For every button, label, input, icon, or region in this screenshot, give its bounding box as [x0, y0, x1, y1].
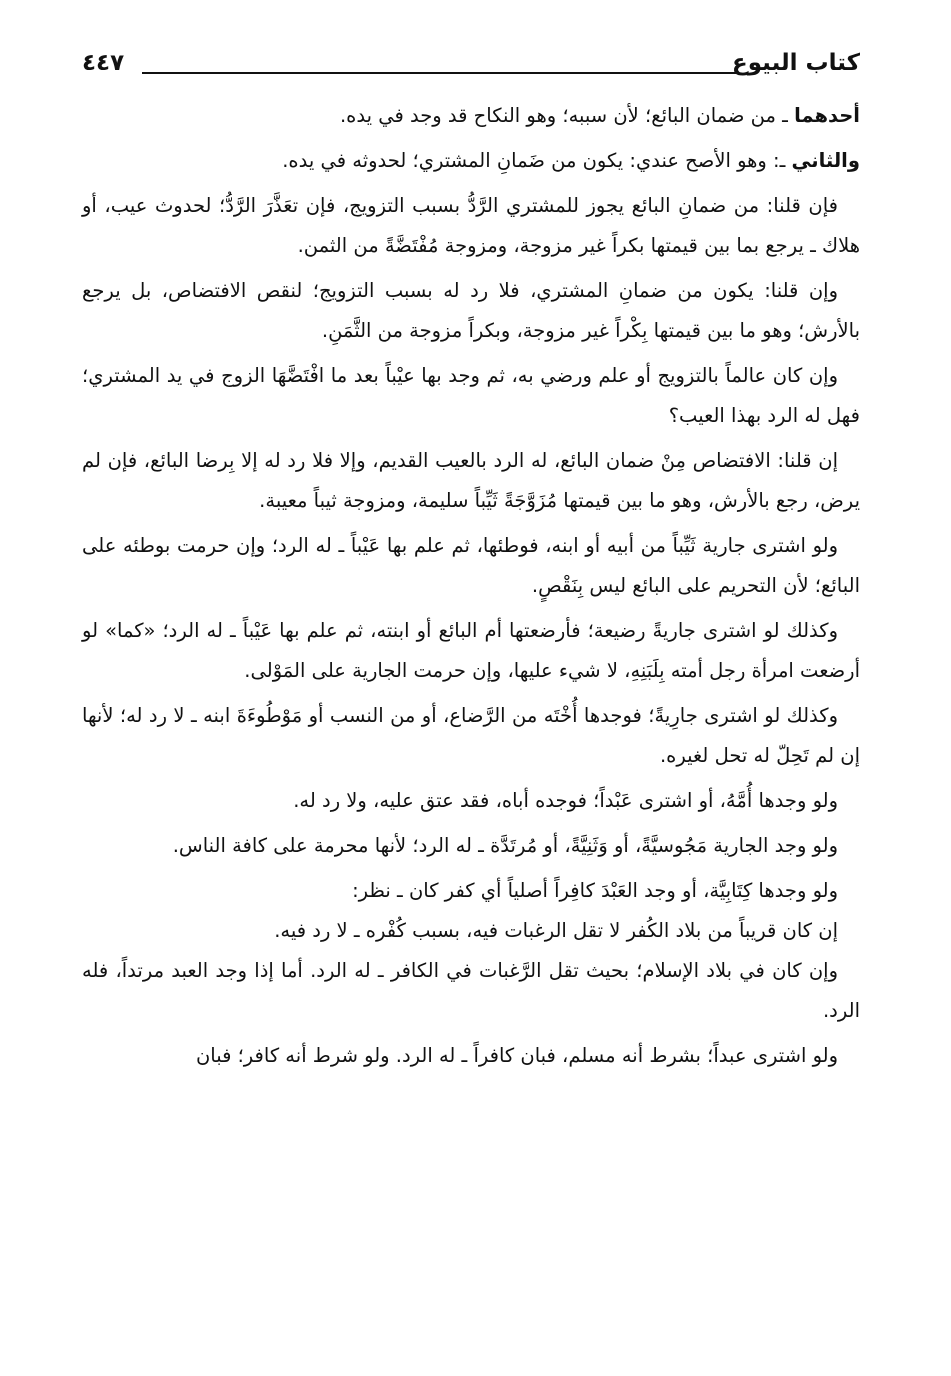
- paragraph: ولو اشترى عبداً؛ بشرط أنه مسلم، فبان كافراً ـ له الرد. ولو شرط أنه كافر؛ فبان: [195, 1044, 838, 1067]
- page-header: [82, 48, 860, 88]
- paragraph: إن قلنا: الافتضاص مِنْ ضمان البائع، له الرد بالعيب القديم، وإلا فلا رد له إلا بِرضا البائع، فإن لم يرض، رجع بالأرش، وهو ما بين قيمتها مُزَوَّجَةً ثَيِّباً سليمة، ومزوجة ثيباً معيبة.: [82, 449, 860, 512]
- running-title: كتاب البيوع: [732, 50, 860, 76]
- paragraph: وإن قلنا: يكون من ضمانِ المشتري، فلا رد له بسبب التزويج؛ لنقص الافتضاص، بل يرجع بالأرش؛ وهو ما بين قيمتها بِكْراً غير مزوجة، وبكراً مزوجة من الثَّمَنِ.: [82, 279, 860, 342]
- paragraph: وإن كان عالماً بالتزويج أو علم ورضي به، ثم وجد بها عيْباً بعد ما افْتَضَّهَا الزوج في يد المشتري؛ فهل له الرد بهذا العيب؟: [82, 364, 860, 427]
- paragraph: وكذلك لو اشترى جاريةً رضيعة؛ فأرضعتها أم البائع أو ابنته، ثم علم بها عَيْباً ـ له الرد؛ «كما» لو أرضعت امرأة رجل أمته بِلَبَنِهِ، لا شيء عليها، وإن حرمت الجارية على المَوْلى.: [82, 619, 860, 682]
- page-number: ٤٤٧: [82, 50, 125, 76]
- paragraph: والثاني ـ: وهو الأصح عندي: يكون من ضَمانِ المشتري؛ لحدوثه في يده.: [282, 149, 860, 172]
- paragraph: ولو اشترى جارية ثَيِّباً من أبيه أو ابنه، فوطئها، ثم علم بها عَيْباً ـ له الرد؛ وإن حرمت بوطئه على البائع؛ لأن التحريم على البائع ليس بِنَقْصٍ.: [82, 534, 860, 597]
- paragraph: وكذلك لو اشترى جارِيةً؛ فوجدها أُخْتَه من الرَّضاع، أو من النسب أو مَوْطُوءَةَ ابنه ـ لا رد له؛ لأنها إن لم تَحِلّ له تحل لغيره.: [82, 704, 860, 767]
- paragraph: فإن قلنا: من ضمانِ البائع يجوز للمشتري الرَّدُّ بسبب التزويج، فإن تعَذَّرَ الرَّدُّ؛ لحدوث عيب، أو هلاك ـ يرجع بما بين قيمتها بكراً غير مزوجة، ومزوجة مُفْتَضَّةً من الثمن.: [82, 194, 860, 257]
- header-rule: [142, 72, 738, 74]
- paragraph: ولو وجدها أُمَّهُ، أو اشترى عَبْداً؛ فوجده أباه، فقد عتق عليه، ولا رد له.: [293, 789, 838, 812]
- paragraph: وإن كان في بلاد الإسلام؛ بحيث تقل الرَّغبات في الكافر ـ له الرد. أما إذا وجد العبد مرتداً، فله الرد.: [82, 959, 860, 1022]
- paragraph: أحدهما ـ من ضمان البائع؛ لأن سببه؛ وهو النكاح قد وجد في يده.: [339, 104, 860, 127]
- paragraph: ولو وجد الجارية مَجُوسيَّةً، أو وَثَنِيَّةً، أو مُرتَدَّة ـ له الرد؛ لأنها محرمة على كافة الناس.: [172, 834, 838, 857]
- page-body: [82, 96, 860, 1081]
- paragraph: إن كان قريباً من بلاد الكُفر لا تقل الرغبات فيه، بسبب كُفْره ـ لا رد فيه.: [274, 919, 838, 942]
- paragraph: ولو وجدها كِتَابِيَّة، أو وجد العَبْدَ كافِراً أصلياً أي كفر كان ـ نظر:: [352, 879, 838, 902]
